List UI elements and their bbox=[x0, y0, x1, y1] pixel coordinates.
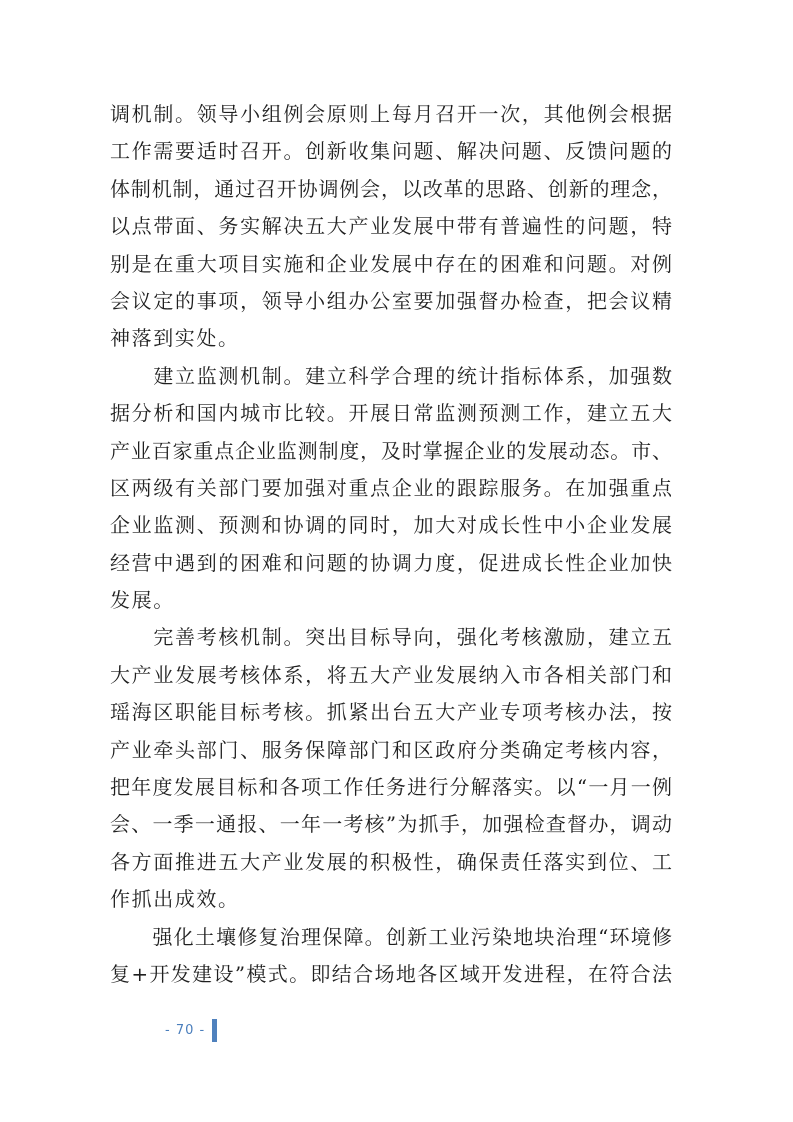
text-line: 把年度发展目标和各项工作任务进行分解落实。以“一月一例 bbox=[110, 775, 672, 800]
text-line: 建立监测机制。建立科学合理的统计指标体系，加强数 bbox=[110, 363, 672, 388]
text-line: 会、一季一通报、一年一考核”为抓手，加强检查督办，调动 bbox=[110, 812, 672, 837]
text-line: 发展。 bbox=[110, 588, 175, 613]
text-line: 工作需要适时召开。创新收集问题、解决问题、反馈问题的 bbox=[110, 139, 672, 164]
text-line: 会议定的事项，领导小组办公室要加强督办检查，把会议精 bbox=[110, 288, 672, 313]
text-line: 复+开发建设”模式。即结合场地各区域开发进程，在符合法 bbox=[110, 961, 672, 986]
document-body bbox=[110, 96, 672, 993]
page-footer bbox=[165, 1019, 217, 1042]
text-line: 产业牵头部门、服务保障部门和区政府分类确定考核内容， bbox=[110, 737, 672, 762]
text-line: 体制机制，通过召开协调例会，以改革的思路、创新的理念， bbox=[110, 176, 672, 201]
text-line: 以点带面、务实解决五大产业发展中带有普遍性的问题，特 bbox=[110, 214, 672, 239]
page-number: - 70 - bbox=[165, 1023, 206, 1038]
text-line: 调机制。领导小组例会原则上每月召开一次，其他例会根据 bbox=[110, 102, 672, 126]
text-line: 经营中遇到的困难和问题的协调力度，促进成长性企业加快 bbox=[110, 550, 672, 575]
text-line: 完善考核机制。突出目标导向，强化考核激励，建立五 bbox=[110, 625, 672, 650]
text-line: 神落到实处。 bbox=[110, 326, 240, 351]
text-line: 各方面推进五大产业发展的积极性，确保责任落实到位、工 bbox=[110, 849, 672, 874]
text-line: 企业监测、预测和协调的同时，加大对成长性中小企业发展 bbox=[110, 513, 672, 538]
text-line: 大产业发展考核体系，将五大产业发展纳入市各相关部门和 bbox=[110, 662, 672, 687]
text-line: 产业百家重点企业监测制度，及时掌握企业的发展动态。市、 bbox=[110, 438, 672, 463]
text-line: 作抓出成效。 bbox=[110, 887, 240, 912]
text-line: 瑶海区职能目标考核。抓紧出台五大产业专项考核办法，按 bbox=[110, 700, 672, 725]
text-line: 强化土壤修复治理保障。创新工业污染地块治理“环境修 bbox=[110, 924, 672, 949]
text-line: 据分析和国内城市比较。开展日常监测预测工作，建立五大 bbox=[110, 401, 672, 426]
text-line: 别是在重大项目实施和企业发展中存在的困难和问题。对例 bbox=[110, 251, 672, 276]
footer-accent-bar bbox=[212, 1019, 217, 1042]
text-line: 区两级有关部门要加强对重点企业的跟踪服务。在加强重点 bbox=[110, 475, 672, 500]
